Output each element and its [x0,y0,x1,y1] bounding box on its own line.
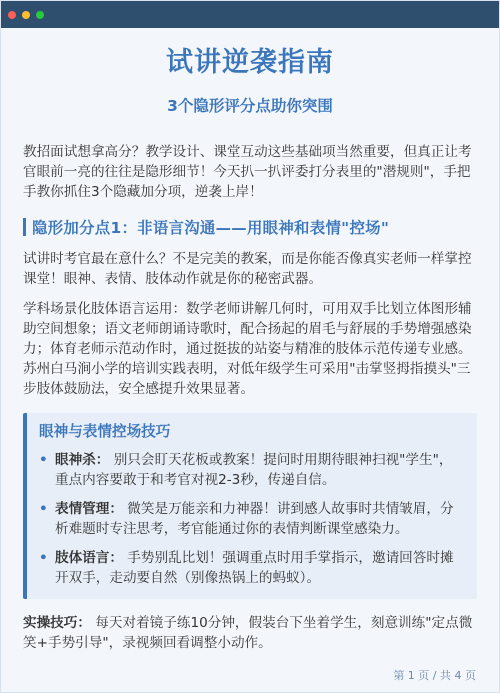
tips-title: 眼神与表情控场技巧 [39,423,171,440]
tip-text: 手势别乱比划！强调重点时用手掌指示，邀请回答时摊开双手，走动要自然（别像热锅上的蚂蚁）。 [55,550,454,586]
close-window-icon[interactable] [8,11,16,19]
practice-paragraph [23,613,477,653]
section-heading [23,216,477,238]
section-heading-text: 隐形加分点1：非语言沟通——用眼神和表情"控场" [32,219,390,237]
minimize-window-icon[interactable] [22,11,30,19]
section-paragraph-2: 学科场景化肢体语言运用：数学老师讲解几何时，可用双手比划立体图形辅助空间想象；语文老师朗诵诗歌时，配合扬起的眉毛与舒展的手势增强感染力；体育老师示范动作时，通过挺拔的站姿与精准的肢体示范传递专业感。苏州白马涧小学的培训实践表明，对低年级学生可采用"击掌竖拇指摸头"三步肢体鼓励法，安全感提升效果显著。 [23,301,472,397]
tip-item-eye-contact [39,450,465,490]
section-paragraph-1: 试讲时考官最在意什么？不是完美的教案，而是你能否像真实老师一样掌控课堂！眼神、表情、肢体动作就是你的秘密武器。 [23,251,472,287]
page-subtitle: 3个隐形评分点助你突围 [167,97,333,115]
practice-label: 实操技巧： [23,615,91,631]
bullet-icon: • [39,452,48,468]
tip-content [55,548,465,588]
tip-item-expression [39,499,465,539]
practice-text: 每天对着镜子练10分钟，假装台下坐着学生，刻意训练"定点微笑+手势引导"，录视频回看调整小动作。 [23,615,473,651]
tip-label: 表情管理： [55,501,123,517]
page-number: 第 1 页 / 共 4 页 [393,669,476,682]
window-titlebar [1,1,499,28]
tip-text: 微笑是万能亲和力神器！讲到感人故事时共情皱眉，分析难题时专注思考，考官能通过你的表情判断课堂感染力。 [55,501,454,537]
tip-label: 眼神杀： [55,452,110,468]
page-title: 试讲逆袭指南 [166,47,334,78]
tip-text: 别只会盯天花板或教案！提问时用期待眼神扫视"学生"，重点内容要敢于和考官对视2-3秒，传递自信。 [55,452,453,488]
tip-label: 肢体语言： [55,550,123,566]
bullet-icon: • [39,501,48,517]
intro-paragraph: 教招面试想拿高分？教学设计、课堂互动这些基础项当然重要，但真正让考官眼前一亮的往往是隐形细节！今天扒一扒评委打分表里的"潜规则"，手把手教你抓住3个隐藏加分项，逆袭上岸！ [23,144,472,200]
tip-item-body-language [39,548,465,588]
tips-box [23,413,477,599]
document-content [1,28,499,692]
bullet-icon: • [39,550,48,566]
tip-content [55,499,465,539]
section-accent-bar [23,218,26,236]
maximize-window-icon[interactable] [36,11,44,19]
tip-content [55,450,465,490]
